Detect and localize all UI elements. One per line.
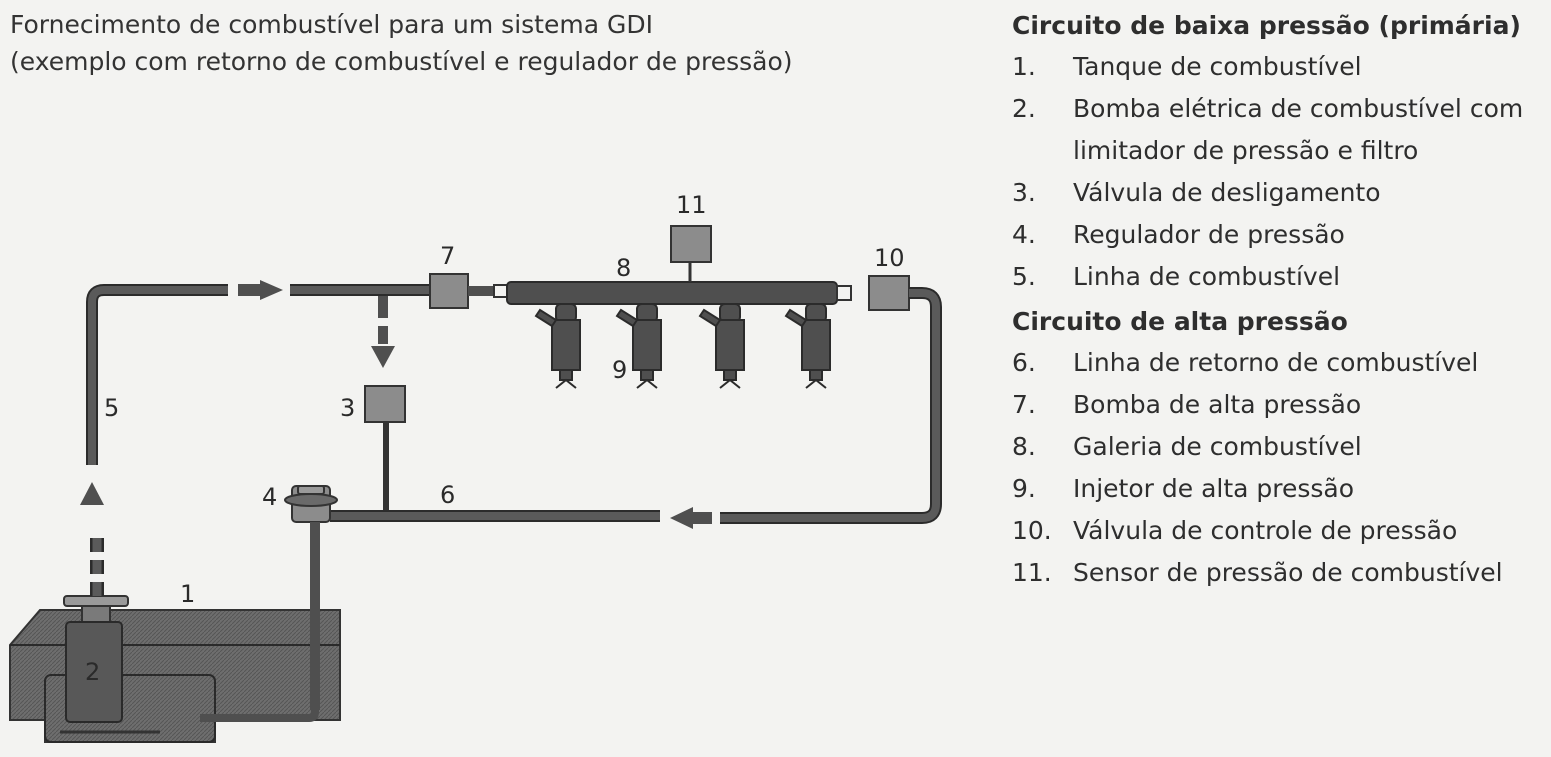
shutoff-valve <box>365 386 405 422</box>
legend-text: Válvula de desligamento <box>1073 178 1381 207</box>
fuel-rail <box>507 282 837 304</box>
label-shutoff-valve: 3 <box>340 394 356 422</box>
high-pressure-pump <box>430 274 468 308</box>
legend-num: 9. <box>1012 474 1036 503</box>
legend-num: 7. <box>1012 390 1036 419</box>
legend-item-3 <box>1012 172 1547 214</box>
rail-end-fitting <box>837 286 851 300</box>
flow-arrow-left <box>670 507 693 529</box>
high-pressure-heading: Circuito de alta pressão <box>1012 307 1348 336</box>
hp-fitting <box>494 285 508 297</box>
pressure-sensor <box>671 226 711 262</box>
title-line-2: (exemplo com retorno de combustível e regulador de pressão) <box>10 47 793 76</box>
flow-arrow-right <box>260 280 283 300</box>
legend-num: 5. <box>1012 262 1036 291</box>
legend-num: 1. <box>1012 52 1036 81</box>
legend-item-5 <box>1012 256 1547 298</box>
legend-item-10 <box>1012 510 1547 552</box>
label-return-line: 6 <box>440 481 456 509</box>
pressure-regulator <box>285 486 337 522</box>
injector <box>700 304 744 388</box>
low-pressure-heading: Circuito de baixa pressão (primária) <box>1012 11 1521 40</box>
legend-text: Linha de retorno de combustível <box>1073 348 1479 377</box>
label-sensor: 11 <box>676 191 707 219</box>
flow-arrow-down <box>371 346 395 368</box>
legend-num: 6. <box>1012 348 1036 377</box>
legend-text: Tanque de combustível <box>1073 52 1362 81</box>
legend-text: Injetor de alta pressão <box>1073 474 1355 503</box>
legend <box>1012 6 1547 594</box>
legend-item-1 <box>1012 46 1547 88</box>
label-rail: 8 <box>616 254 632 282</box>
label-pump: 2 <box>85 658 101 686</box>
legend-num: 3. <box>1012 178 1036 207</box>
legend-item-9 <box>1012 468 1547 510</box>
legend-text: Válvula de controle de pressão <box>1073 516 1458 545</box>
legend-text: Bomba elétrica de combustível com limitador de pressão e filtro <box>1073 94 1524 165</box>
injector <box>536 304 580 388</box>
legend-num: 10. <box>1012 516 1052 545</box>
fuel-tank <box>10 610 340 742</box>
legend-text: Sensor de pressão de combustível <box>1073 558 1503 587</box>
pressure-control-valve <box>869 276 909 310</box>
label-regulator: 4 <box>262 483 278 511</box>
label-fuel-line: 5 <box>104 394 120 422</box>
legend-item-6 <box>1012 342 1547 384</box>
label-hp-pump: 7 <box>440 242 456 270</box>
legend-item-11 <box>1012 552 1547 594</box>
legend-item-2 <box>1012 88 1547 172</box>
legend-num: 8. <box>1012 432 1036 461</box>
legend-num: 11. <box>1012 558 1052 587</box>
injector <box>786 304 830 388</box>
legend-num: 2. <box>1012 94 1036 123</box>
label-control-valve: 10 <box>874 244 905 272</box>
pump-flange <box>64 596 128 606</box>
label-tank: 1 <box>180 580 196 608</box>
label-injector: 9 <box>612 356 628 384</box>
legend-item-4 <box>1012 214 1547 256</box>
legend-item-8 <box>1012 426 1547 468</box>
title-line-1: Fornecimento de combustível para um sistema GDI <box>10 10 653 39</box>
legend-text: Bomba de alta pressão <box>1073 390 1362 419</box>
legend-text: Galeria de combustível <box>1073 432 1362 461</box>
legend-text: Linha de combustível <box>1073 262 1341 291</box>
flow-arrow-up <box>80 482 104 505</box>
legend-item-7 <box>1012 384 1547 426</box>
legend-num: 4. <box>1012 220 1036 249</box>
legend-text: Regulador de pressão <box>1073 220 1345 249</box>
